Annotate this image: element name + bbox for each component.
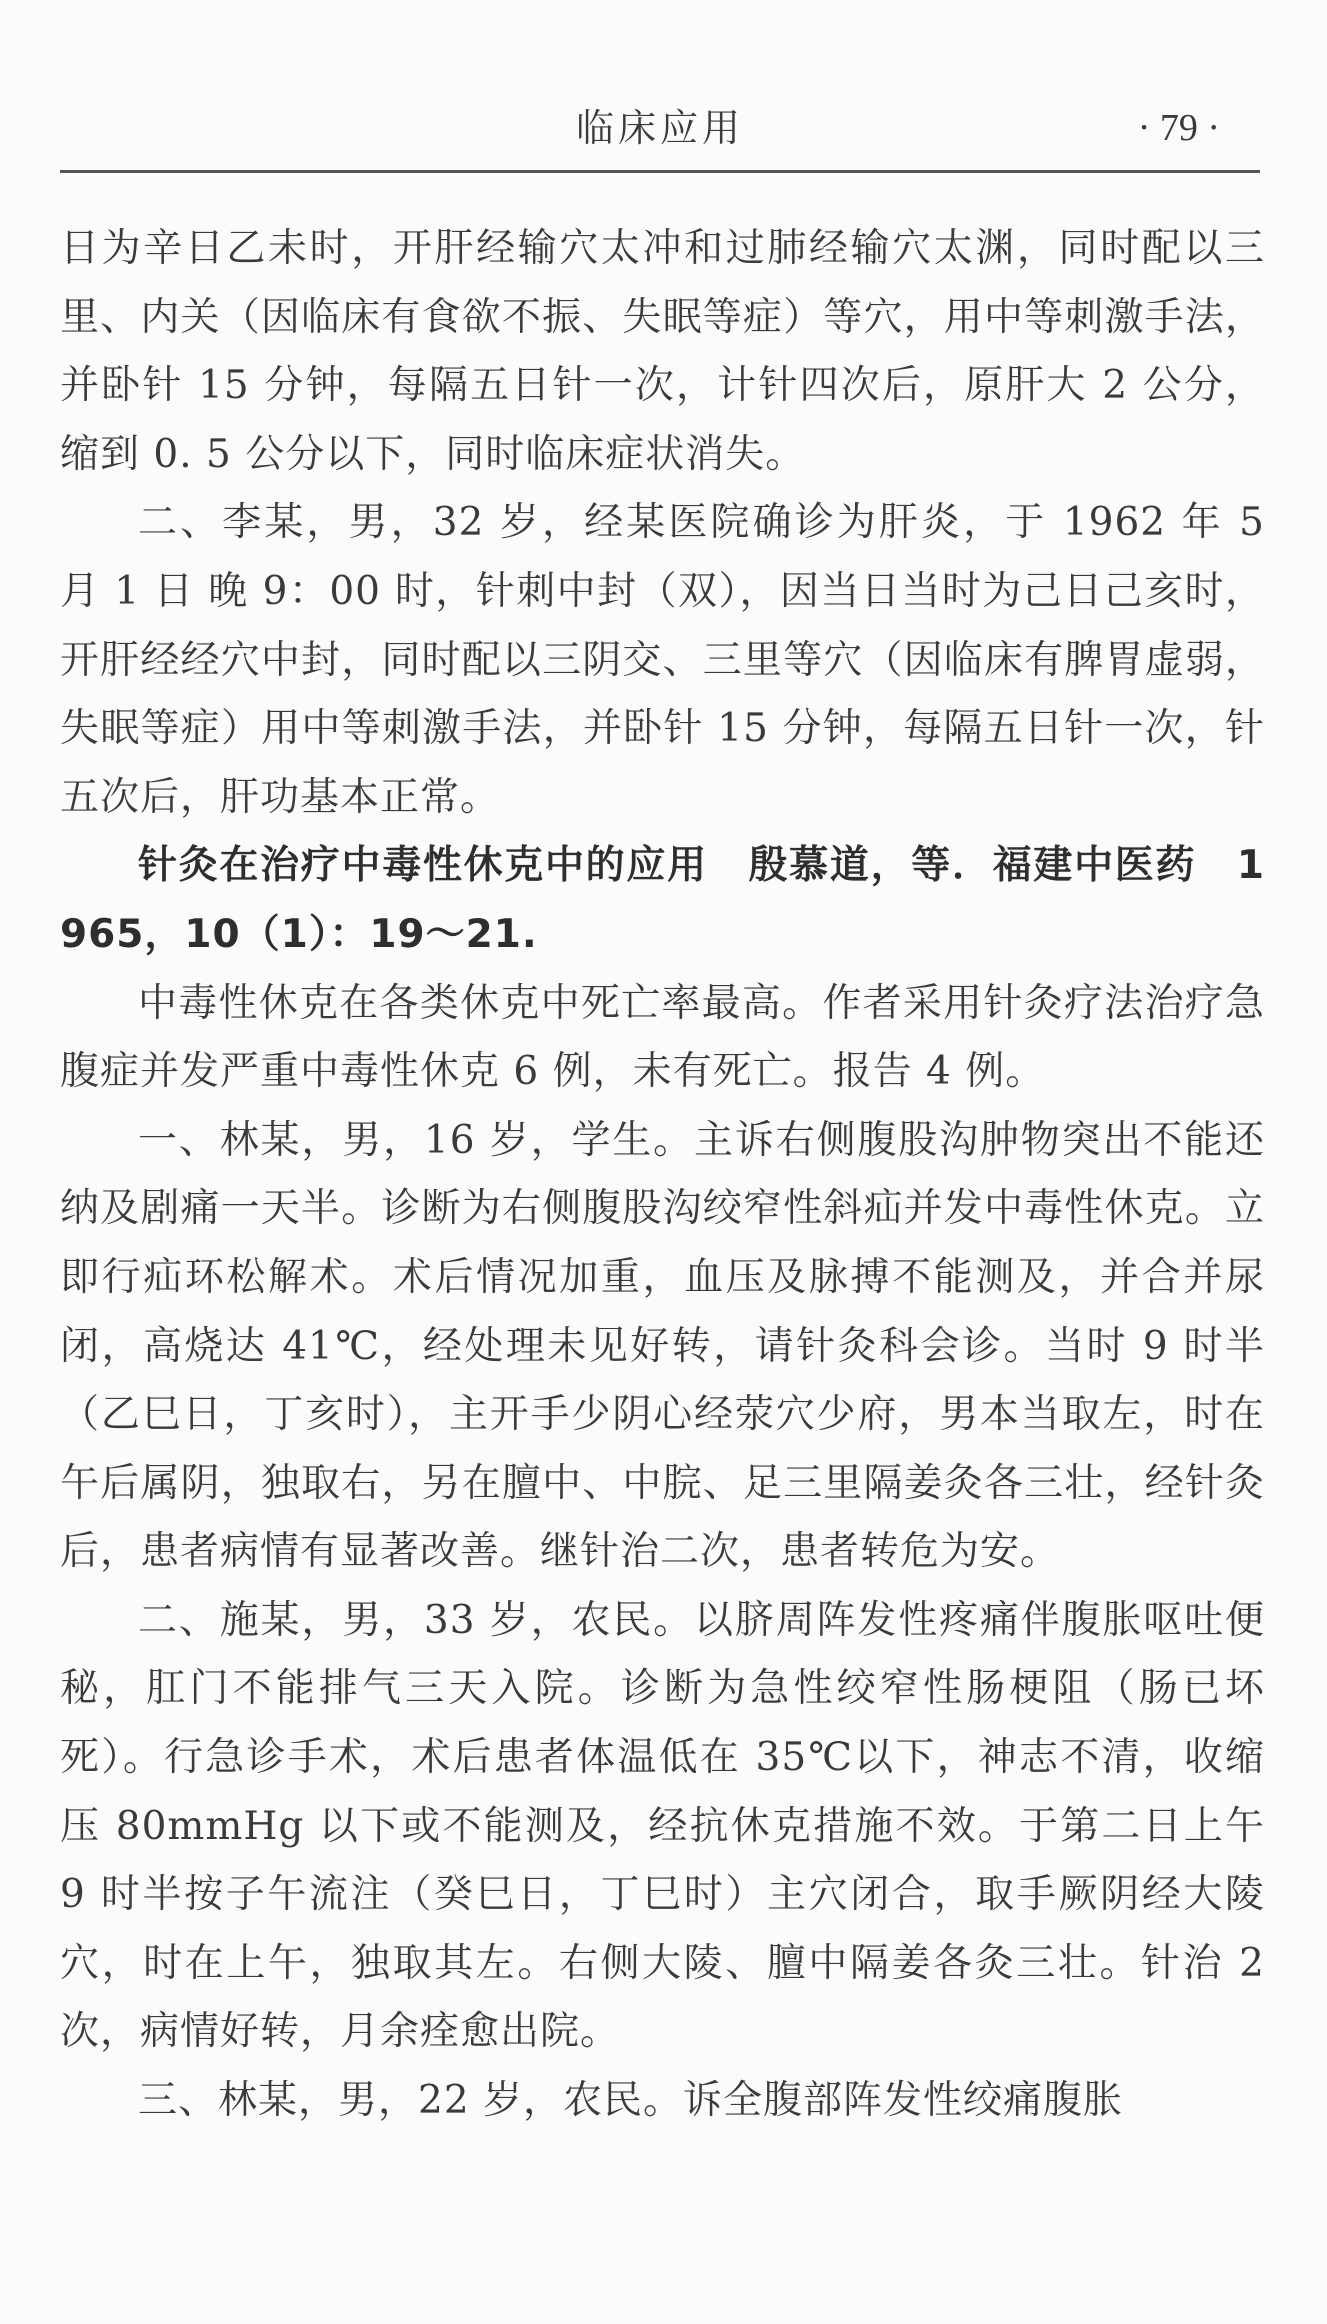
body-text (60, 215, 1265, 2136)
running-header-title: 临床应用 (575, 106, 744, 150)
paragraph-continued-case: 日为辛日乙未时，开肝经输穴太冲和过肺经输穴太渊，同时配以三里、内关（因临床有食欲不振、失眠等症）等穴，用中等刺激手法，并卧针 15 分钟，每隔五日针一次，计针四次后，原肝大 2 公分，缩到 0. 5 公分以下，同时临床症状消失。 (60, 226, 1265, 477)
paragraph-case-1: 一、林某，男，16 岁，学生。主诉右侧腹股沟肿物突出不能还纳及剧痛一天半。诊断为右侧腹股沟绞窄性斜疝并发中毒性休克。立即行疝环松解术。术后情况加重，血压及脉搏不能测及，并合并尿闭，高烧达 41℃，经处理未见好转，请针灸科会诊。当时 9 时半（乙巳日，丁亥时），主开手少阴心经荥穴少府，男本当取左，时在午后属阴，独取右，另在膻中、中脘、足三里隔姜灸各三壮，经针灸后，患者病情有显著改善。继针治二次，患者转危为安。 (60, 1117, 1265, 1575)
header-divider (60, 170, 1260, 173)
paragraph-case-li: 二、李某，男，32 岁，经某医院确诊为肝炎，于 1962 年 5 月 1 日 晚 9：00 时，针刺中封（双），因当日当时为己日己亥时，开肝经经穴中封，同时配以三阴交、三里等穴（因临床有脾胃虚弱，失眠等症）用中等刺激手法，并卧针 15 分钟，每隔五日针一次，针五次后，肝功基本正常。 (60, 500, 1265, 820)
paragraph-case-3: 三、林某，男，22 岁，农民。诉全腹部阵发性绞痛腹胀 (138, 2078, 1124, 2124)
article-citation-heading: 针灸在治疗中毒性休克中的应用 殷慕道，等．福建中医药 1965，10（1）：19～21. (60, 843, 1265, 957)
running-header (60, 100, 1260, 158)
page-number: · 79 · (1137, 107, 1220, 149)
paragraph-case-2: 二、施某，男，33 岁，农民。以脐周阵发性疼痛伴腹胀呕吐便秘，肛门不能排气三天入院。诊断为急性绞窄性肠梗阻（肠已坏死）。行急诊手术，术后患者体温低在 35℃以下，神志不清，收缩压 80mmHg 以下或不能测及，经抗休克措施不效。于第二日上午 9 时半按子午流注（癸巳日，丁巳时）主穴闭合，取手厥阴经大陵穴，时在上午，独取其左。右侧大陵、膻中隔姜各灸三壮。针治 2 次，病情好转，月余痊愈出院。 (60, 1597, 1265, 2055)
paragraph-summary: 中毒性休克在各类休克中死亡率最高。作者采用针灸疗法治疗急腹症并发严重中毒性休克 6 例，未有死亡。报告 4 例。 (60, 980, 1265, 1095)
